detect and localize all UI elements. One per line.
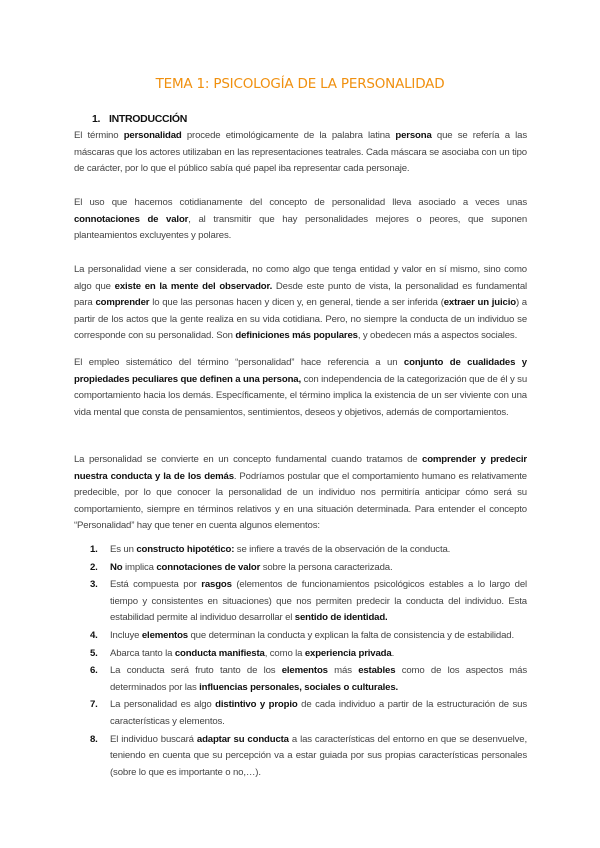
section-number: 1.: [92, 113, 101, 125]
text-run: , como la: [264, 647, 305, 659]
bold-term: sentido de identidad.: [294, 612, 388, 624]
bold-term: No: [110, 561, 123, 573]
bold-term: conjunto de cualidades y propiedades peculiares que definen a una persona,: [74, 357, 527, 385]
text-run: Es un: [110, 544, 137, 555]
text-run: La conducta será fruto tanto de los: [110, 665, 282, 677]
text-run: procede etimológicamente de la palabra latina: [181, 130, 396, 141]
text-run: de cada individuo a partir de la estructuración de sus características y elementos.: [110, 699, 528, 727]
list-item-number: 2.: [90, 561, 98, 573]
list-item-number: 1.: [90, 544, 98, 555]
bold-term: extraer un juicio: [443, 297, 516, 309]
text-run: Desde este punto de vista, la personalidad es fundamental para: [74, 280, 527, 309]
elements-list: [74, 542, 527, 782]
bold-term: estables: [358, 665, 396, 677]
list-item: [74, 628, 527, 645]
bold-term: distintivo y propio: [215, 699, 298, 711]
text-run: .: [391, 647, 395, 659]
bold-term: elementos: [141, 629, 188, 641]
text-run: , al transmitir que hay personalidades mejores o peores, que suponen planteamientos excluyentes y polares.: [74, 213, 528, 242]
text-run: La personalidad viene a ser considerada, no como algo que tenga entidad y valor en sí mismo, sino como algo que: [74, 264, 527, 292]
text-run: más: [327, 665, 359, 677]
text-run: El individuo buscará: [110, 733, 197, 745]
text-run: que se refería a las máscaras que los actores utilizaban en las representaciones teatrales. Cada máscara se asociaba con un tipo de carácter, por lo que el público sabía qué papel iba representar cada personaje.: [74, 130, 527, 175]
list-item-number: 4.: [90, 629, 98, 641]
text-run: El término: [74, 130, 124, 141]
section-heading: [92, 113, 187, 125]
bold-term: influencias personales, sociales o culturales.: [199, 681, 399, 693]
paragraph-3: [74, 262, 527, 345]
list-item: [74, 542, 527, 559]
list-item-number: 6.: [90, 665, 98, 677]
text-run: La personalidad es algo: [110, 699, 216, 711]
bold-term: rasgos: [201, 579, 232, 591]
text-run: (elementos de funcionamientos psicológicos estables a lo largo del tiempo y consistentes en situaciones) que nos permiten predecir la conducta del individuo. Esta estabilidad permite al individuo desarrollar el: [110, 579, 527, 624]
text-run: implica: [122, 561, 157, 573]
bold-term: conducta manifiesta: [174, 647, 265, 659]
bold-term: personalidad: [123, 130, 182, 141]
text-run: que determinan la conducta y explican la falta de consistencia y de estabilidad.: [187, 629, 514, 641]
list-item: [74, 646, 527, 663]
paragraph-1: [74, 128, 527, 178]
bold-term: adaptar su conducta: [196, 733, 289, 745]
list-item: [74, 560, 527, 577]
bold-term: comprender: [95, 297, 150, 309]
text-run: con independencia de la categorización que de él y su comportamiento hacia los demás. Específicamente, el término implica la existencia de un ser viviente con una vida mental que consta de pensamientos, sentimientos, deseos y objetivos, además de comportamientos.: [74, 373, 528, 418]
list-item-number: 7.: [90, 699, 98, 711]
text-run: como de los aspectos más determinados por las: [110, 665, 527, 693]
bold-term: experiencia privada: [304, 647, 392, 659]
bold-term: connotaciones de valor: [74, 213, 189, 225]
paragraph-2: [74, 195, 527, 245]
bold-term: connotaciones de valor: [156, 561, 261, 573]
paragraph-5: [74, 452, 527, 535]
text-run: Incluye: [110, 629, 142, 641]
bold-term: elementos: [281, 665, 328, 677]
page-title: TEMA 1: PSICOLOGÍA DE LA PERSONALIDAD: [155, 76, 445, 92]
bold-term: persona: [395, 130, 432, 141]
list-item: [74, 663, 527, 696]
text-run: sobre la persona caracterizada.: [260, 561, 393, 573]
text-run: ) a partir de los actos que la gente realiza en su vida cotidiana. Pero, no siempre la conducta de un individuo se corresponde con su personalidad. Son: [74, 297, 527, 342]
list-item-number: 8.: [90, 733, 98, 745]
bold-term: constructo hipotético:: [136, 544, 235, 555]
text-run: El uso que hacemos cotidianamente del concepto de personalidad lleva asociado a veces unas: [74, 197, 527, 208]
list-item-number: 5.: [90, 647, 98, 659]
text-run: Está compuesta por: [110, 579, 202, 591]
text-run: La personalidad se convierte en un concepto fundamental cuando tratamos de: [74, 454, 423, 465]
list-item-number: 3.: [90, 579, 98, 591]
bold-term: comprender y predecir nuestra conducta y la de los demás: [74, 454, 527, 482]
text-run: El empleo sistemático del término “personalidad” hace referencia a un: [74, 357, 404, 368]
text-run: Abarca tanto la: [110, 647, 175, 659]
text-run: a las características del entorno en que se desenvuelve, teniendo en cuenta que su percepción va a estar guiada por sus propias características personales (sobre lo que es importante o no,…).: [110, 733, 527, 778]
paragraph-4: [74, 355, 527, 421]
text-run: lo que las personas hacen y dicen y, en general, tiende a ser inferida (: [149, 297, 444, 309]
list-item: [74, 577, 527, 627]
list-item: [74, 697, 527, 730]
bold-term: definiciones más populares: [235, 330, 358, 342]
section-title: INTRODUCCIÓN: [109, 113, 188, 125]
bold-term: existe en la mente del observador.: [114, 280, 273, 292]
text-run: . Podríamos postular que el comportamiento humano es relativamente predecible, por lo que conocer la personalidad de un individuo nos permitiría anticipar cómo será su comportamiento, siempre en términos relativos y en una situación determinada. Para entender el concepto “Personalidad” hay que tener en cuenta algunos elementos:: [74, 470, 527, 532]
list-item: [74, 732, 527, 782]
text-run: , y obedecen más a aspectos sociales.: [357, 330, 518, 342]
text-run: se infiere a través de la observación de la conducta.: [234, 544, 451, 555]
